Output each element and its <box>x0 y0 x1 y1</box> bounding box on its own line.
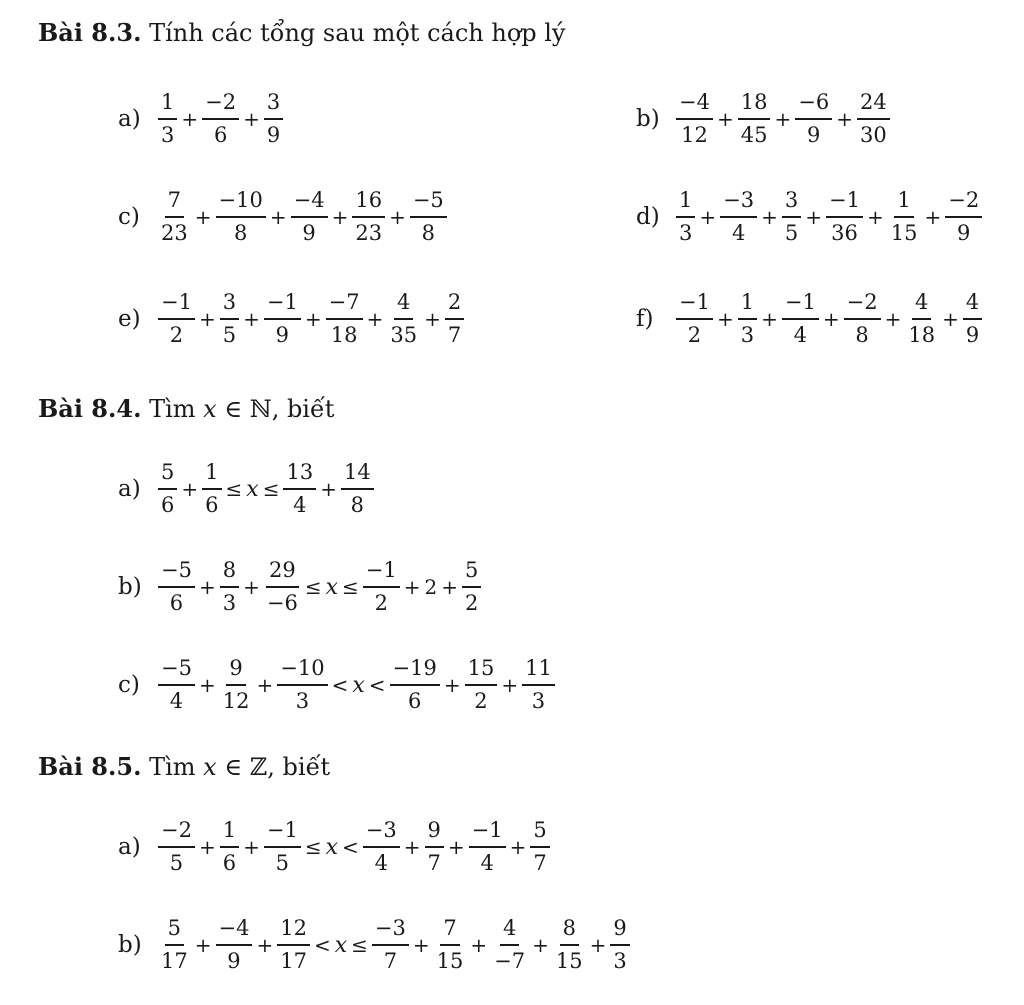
numerator: −5 <box>158 558 195 588</box>
fraction <box>491 916 528 974</box>
fraction <box>363 558 400 616</box>
fraction <box>530 818 549 876</box>
numerator: −2 <box>945 188 982 218</box>
item-label: b) <box>636 106 660 132</box>
denominator: 8 <box>233 221 248 245</box>
fraction <box>264 818 301 876</box>
item-label: f) <box>636 306 654 332</box>
heading-bai-8-4 <box>38 394 334 424</box>
fraction <box>326 290 363 348</box>
numerator: 16 <box>352 188 385 218</box>
denominator: 9 <box>275 323 290 347</box>
fraction <box>738 90 771 148</box>
operator: + <box>866 205 884 229</box>
fraction <box>425 818 444 876</box>
variable-x: x <box>352 672 365 698</box>
fraction <box>202 460 221 518</box>
denominator: 45 <box>740 123 768 147</box>
exercise-8-3-c <box>118 188 449 246</box>
numerator: 3 <box>782 188 801 218</box>
denominator: 7 <box>447 323 462 347</box>
expression <box>156 558 483 616</box>
fraction <box>795 90 832 148</box>
numerator: 3 <box>264 90 283 120</box>
operator: + <box>389 205 406 229</box>
operator: + <box>243 307 260 331</box>
operator: 2 <box>424 575 438 599</box>
fraction <box>782 188 801 246</box>
exercise-8-5-a <box>118 818 552 876</box>
denominator: 9 <box>227 949 241 973</box>
numerator: 1 <box>676 188 695 218</box>
numerator: 9 <box>425 818 444 848</box>
denominator: 9 <box>302 221 316 245</box>
exercise-8-3-a <box>118 90 285 148</box>
operator: + <box>884 307 902 331</box>
exercise-8-4-a <box>118 460 376 518</box>
fraction <box>676 90 713 148</box>
fraction <box>158 916 191 974</box>
fraction <box>462 558 481 616</box>
fraction <box>216 916 253 974</box>
expression <box>674 290 984 348</box>
operator: + <box>256 673 274 697</box>
operator: + <box>501 673 519 697</box>
numerator: 29 <box>266 558 299 588</box>
variable-x: x <box>325 834 339 860</box>
denominator: 6 <box>213 123 228 147</box>
numerator: −1 <box>158 290 195 320</box>
operator: + <box>412 933 430 957</box>
exercise-8-3-f <box>636 290 984 348</box>
denominator: 23 <box>355 221 383 245</box>
operator: ≤ <box>304 835 322 859</box>
operator: + <box>509 835 527 859</box>
heading-bai-8-3 <box>38 18 566 48</box>
denominator: 6 <box>205 493 219 517</box>
fraction <box>277 916 310 974</box>
fraction <box>291 188 328 246</box>
denominator: 8 <box>855 323 869 347</box>
operator: < <box>313 933 331 957</box>
fraction <box>720 188 757 246</box>
denominator: 8 <box>350 493 365 517</box>
numerator: −4 <box>291 188 328 218</box>
fraction <box>220 558 239 616</box>
denominator: 3 <box>740 323 755 347</box>
operator: + <box>243 575 260 599</box>
numerator: 7 <box>440 916 459 946</box>
fraction <box>857 90 890 148</box>
denominator: 12 <box>222 689 250 713</box>
numerator: 5 <box>462 558 481 588</box>
expression <box>674 188 984 246</box>
numerator: 1 <box>738 290 757 320</box>
numerator: 13 <box>283 460 316 490</box>
denominator: 9 <box>965 323 980 347</box>
denominator: 4 <box>293 493 307 517</box>
fraction <box>963 290 982 348</box>
numerator: 1 <box>158 90 177 120</box>
heading-bai-8-5 <box>38 752 330 782</box>
exercise-8-5-b <box>118 916 632 974</box>
heading-text: Tính các tổng sau một cách hợp lý <box>149 19 566 47</box>
numerator: −2 <box>202 90 239 120</box>
operator: + <box>366 307 384 331</box>
item-label: b) <box>118 932 142 958</box>
denominator: −7 <box>494 949 526 973</box>
denominator: 15 <box>555 949 583 973</box>
fraction <box>264 558 301 616</box>
denominator: 23 <box>161 221 188 245</box>
exercise-8-4-c <box>118 656 557 714</box>
expression <box>156 916 632 974</box>
denominator: −6 <box>266 591 298 615</box>
fraction <box>158 188 191 246</box>
operator: + <box>181 477 199 501</box>
numerator: 5 <box>165 916 184 946</box>
expression <box>156 90 285 148</box>
fraction <box>372 916 409 974</box>
fraction <box>363 818 400 876</box>
expression <box>156 818 552 876</box>
operator: + <box>589 933 607 957</box>
fraction <box>826 188 863 246</box>
heading-number: Bài 8.5. <box>38 752 142 781</box>
fraction <box>158 656 195 714</box>
operator: < <box>331 673 349 697</box>
denominator: 6 <box>169 591 184 615</box>
denominator: 7 <box>427 851 441 875</box>
numerator: 9 <box>226 656 245 686</box>
fraction <box>264 90 283 148</box>
denominator: 3 <box>531 689 546 713</box>
operator: + <box>331 205 349 229</box>
numerator: 8 <box>560 916 579 946</box>
denominator: 3 <box>295 689 310 713</box>
denominator: 5 <box>784 221 799 245</box>
denominator: 2 <box>374 591 388 615</box>
heading-set: ∈ ℕ <box>224 395 272 423</box>
fraction <box>782 290 819 348</box>
denominator: 17 <box>280 949 307 973</box>
operator: + <box>924 205 942 229</box>
denominator: 36 <box>831 221 858 245</box>
heading-set: ∈ ℤ <box>224 753 268 781</box>
numerator: 8 <box>220 558 239 588</box>
operator: + <box>243 107 260 131</box>
fraction <box>158 460 177 518</box>
fraction <box>738 290 757 348</box>
fraction <box>158 818 195 876</box>
fraction <box>283 460 316 518</box>
denominator: 7 <box>383 949 398 973</box>
fraction <box>844 290 881 348</box>
operator: + <box>424 307 441 331</box>
fraction <box>158 558 195 616</box>
fraction <box>676 290 713 348</box>
variable-x: x <box>246 476 259 502</box>
heading-text: Tìm <box>149 395 196 423</box>
heading-variable: x <box>203 753 217 781</box>
denominator: 15 <box>890 221 918 245</box>
operator: + <box>243 835 260 859</box>
operator: + <box>269 205 287 229</box>
numerator: −4 <box>676 90 713 120</box>
fraction <box>158 290 195 348</box>
numerator: 18 <box>738 90 771 120</box>
numerator: 15 <box>465 656 498 686</box>
numerator: −7 <box>326 290 363 320</box>
item-label: c) <box>118 204 140 230</box>
denominator: 9 <box>266 123 281 147</box>
numerator: 12 <box>277 916 310 946</box>
fraction <box>465 656 498 714</box>
exercise-8-3-b <box>636 90 892 148</box>
operator: + <box>774 107 792 131</box>
numerator: −3 <box>363 818 400 848</box>
exercise-8-4-b <box>118 558 483 616</box>
fraction <box>216 188 266 246</box>
operator: < <box>368 673 386 697</box>
denominator: 17 <box>161 949 188 973</box>
operator: + <box>441 575 459 599</box>
operator: + <box>836 107 853 131</box>
denominator: 8 <box>421 221 435 245</box>
numerator: −2 <box>158 818 195 848</box>
item-label: a) <box>118 106 141 132</box>
fraction <box>410 188 447 246</box>
numerator: −1 <box>469 818 506 848</box>
fraction <box>390 656 440 714</box>
item-label: b) <box>118 574 142 600</box>
item-label: c) <box>118 672 140 698</box>
denominator: 18 <box>908 323 936 347</box>
numerator: 4 <box>500 916 519 946</box>
operator: ≤ <box>304 575 322 599</box>
heading-suffix: , biết <box>267 753 330 781</box>
numerator: −5 <box>410 188 447 218</box>
operator: ≤ <box>351 933 368 957</box>
denominator: 3 <box>161 123 175 147</box>
numerator: −1 <box>782 290 819 320</box>
item-label: a) <box>118 476 141 502</box>
operator: ≤ <box>342 575 359 599</box>
expression <box>156 460 376 518</box>
denominator: 18 <box>330 323 358 347</box>
fraction <box>220 656 253 714</box>
numerator: −6 <box>795 90 832 120</box>
exercise-8-3-e <box>118 290 466 348</box>
operator: + <box>443 673 461 697</box>
denominator: 2 <box>687 323 702 347</box>
heading-suffix: , biết <box>271 395 335 423</box>
operator: + <box>194 205 212 229</box>
item-label: e) <box>118 306 141 332</box>
fraction <box>445 290 464 348</box>
numerator: 14 <box>341 460 374 490</box>
numerator: −1 <box>676 290 713 320</box>
denominator: 2 <box>169 323 184 347</box>
fraction <box>522 656 555 714</box>
fraction <box>220 818 239 876</box>
denominator: 4 <box>731 221 746 245</box>
fraction <box>945 188 982 246</box>
fraction <box>610 916 629 974</box>
numerator: −1 <box>363 558 400 588</box>
denominator: 5 <box>275 851 290 875</box>
numerator: 1 <box>202 460 221 490</box>
numerator: 11 <box>522 656 555 686</box>
variable-x: x <box>334 932 348 958</box>
fraction <box>676 188 695 246</box>
operator: + <box>320 477 337 501</box>
heading-number: Bài 8.4. <box>38 394 142 423</box>
numerator: −10 <box>277 656 327 686</box>
operator: + <box>198 673 216 697</box>
numerator: −3 <box>372 916 409 946</box>
denominator: 15 <box>436 949 464 973</box>
item-label: a) <box>118 834 141 860</box>
heading-variable: x <box>203 395 217 423</box>
fraction <box>220 290 239 348</box>
operator: + <box>403 575 421 599</box>
expression <box>156 188 449 246</box>
numerator: −2 <box>844 290 881 320</box>
numerator: −1 <box>264 290 301 320</box>
operator: + <box>942 307 959 331</box>
expression <box>156 290 466 348</box>
numerator: 2 <box>445 290 464 320</box>
operator: + <box>699 205 717 229</box>
expression <box>156 656 557 714</box>
numerator: 1 <box>894 188 913 218</box>
operator: + <box>805 205 823 229</box>
operator: + <box>761 307 778 331</box>
heading-number: Bài 8.3. <box>38 18 142 47</box>
denominator: 3 <box>679 221 693 245</box>
denominator: 3 <box>613 949 627 973</box>
numerator: 7 <box>165 188 184 218</box>
fraction <box>905 290 938 348</box>
operator: + <box>716 107 734 131</box>
denominator: 12 <box>681 123 708 147</box>
denominator: 2 <box>465 591 479 615</box>
denominator: 5 <box>222 323 237 347</box>
denominator: 3 <box>222 591 237 615</box>
numerator: 5 <box>530 818 549 848</box>
numerator: 5 <box>158 460 177 490</box>
operator: + <box>532 933 549 957</box>
fraction <box>277 656 327 714</box>
operator: + <box>716 307 734 331</box>
numerator: 4 <box>912 290 931 320</box>
denominator: 7 <box>533 851 547 875</box>
operator: ≤ <box>262 477 280 501</box>
operator: ≤ <box>225 477 243 501</box>
denominator: 35 <box>390 323 418 347</box>
fraction <box>158 90 177 148</box>
numerator: −19 <box>390 656 440 686</box>
operator: + <box>198 835 216 859</box>
fraction <box>553 916 586 974</box>
fraction <box>352 188 385 246</box>
denominator: 4 <box>374 851 388 875</box>
operator: + <box>198 575 216 599</box>
denominator: 4 <box>793 323 808 347</box>
denominator: 4 <box>480 851 494 875</box>
fraction <box>264 290 301 348</box>
operator: + <box>447 835 465 859</box>
denominator: 6 <box>222 851 237 875</box>
fraction <box>434 916 467 974</box>
numerator: −4 <box>216 916 253 946</box>
fraction <box>888 188 921 246</box>
operator: < <box>342 835 359 859</box>
numerator: 1 <box>220 818 239 848</box>
variable-x: x <box>325 574 339 600</box>
item-label: d) <box>636 204 660 230</box>
numerator: −3 <box>720 188 757 218</box>
operator: + <box>304 307 322 331</box>
numerator: 4 <box>394 290 413 320</box>
numerator: −1 <box>264 818 301 848</box>
denominator: 5 <box>169 851 184 875</box>
fraction <box>387 290 420 348</box>
exercise-8-3-d <box>636 188 984 246</box>
numerator: 4 <box>963 290 982 320</box>
fraction <box>202 90 239 148</box>
numerator: 9 <box>610 916 629 946</box>
operator: + <box>194 933 212 957</box>
numerator: −5 <box>158 656 195 686</box>
numerator: 24 <box>857 90 890 120</box>
denominator: 6 <box>407 689 422 713</box>
operator: + <box>761 205 778 229</box>
operator: + <box>470 933 488 957</box>
heading-text: Tìm <box>149 753 196 781</box>
fraction <box>341 460 374 518</box>
operator: + <box>822 307 840 331</box>
operator: + <box>181 107 199 131</box>
denominator: 6 <box>161 493 175 517</box>
denominator: 9 <box>957 221 971 245</box>
denominator: 9 <box>807 123 821 147</box>
denominator: 2 <box>474 689 488 713</box>
operator: + <box>403 835 421 859</box>
numerator: 3 <box>220 290 239 320</box>
numerator: −10 <box>216 188 266 218</box>
denominator: 4 <box>169 689 184 713</box>
denominator: 30 <box>859 123 887 147</box>
fraction <box>469 818 506 876</box>
numerator: −1 <box>826 188 863 218</box>
operator: + <box>256 933 274 957</box>
expression <box>674 90 892 148</box>
operator: + <box>198 307 216 331</box>
